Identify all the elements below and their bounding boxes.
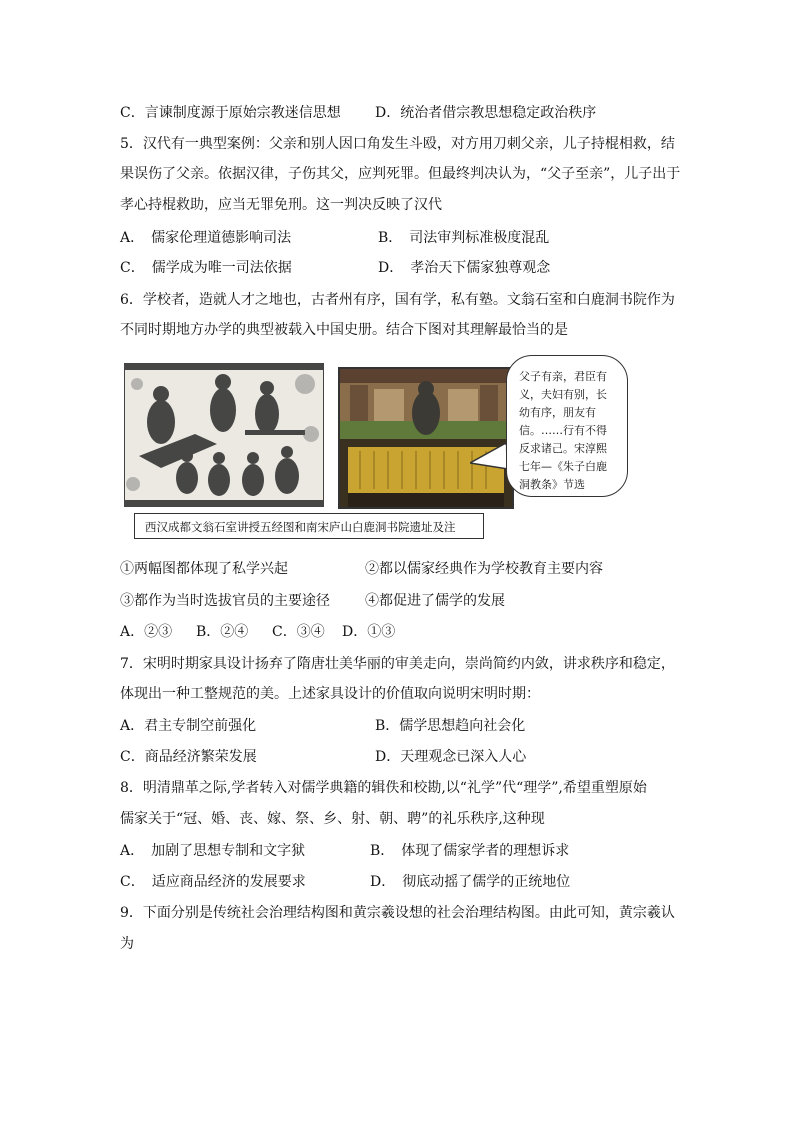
q8-option-d: D． 彻底动摇了儒学的正统地位 — [370, 874, 571, 890]
q8-stem-line-1: 8．明清鼎革之际,学者转入对儒学典籍的辑佚和校勘,以“礼学”代“理学”,希望重塑原始 — [120, 780, 647, 796]
q4-option-c: C．言谏制度源于原始宗教迷信思想 — [120, 105, 341, 121]
q5-option-a: A． 儒家伦理道德影响司法 — [120, 230, 292, 246]
q5-stem-line-3: 孝心持棍救助，应当无罪免刑。这一判决反映了汉代 — [120, 197, 442, 213]
quote-bubble-text: 父子有亲，君臣有义，夫妇有别，长幼有序，朋友有信。……行有不得反求诸己。宋淳熙七年—《朱子白鹿洞教条》节选 — [519, 370, 607, 491]
q8-stem-line-2: 儒家关于“冠、婚、丧、嫁、祭、乡、射、朝、聘”的礼乐秩序,这种现 — [120, 811, 545, 827]
q8-option-b: B． 体现了儒家学者的理想诉求 — [370, 843, 570, 859]
q6-stem-line-2: 不同时期地方办学的典型被载入中国史册。结合下图对其理解最恰当的是 — [120, 322, 568, 338]
q6-statement-3: ③都作为当时选拔官员的主要途径 — [120, 593, 330, 609]
q9-stem-line-1: 9．下面分别是传统社会治理结构图和黄宗羲设想的社会治理结构图。由此可知，黄宗羲认 — [120, 905, 675, 921]
q9-stem-line-2: 为 — [120, 936, 134, 952]
q7-option-d: D．天理观念已深入人心 — [375, 749, 527, 765]
quote-bubble — [506, 355, 628, 497]
q5-stem-line-1: 5．汉代有一典型案例：父亲和别人因口角发生斗殴，对方用刀刺父亲，儿子持棍相救，结 — [120, 136, 675, 152]
q6-option-a: A．②③ — [120, 624, 173, 640]
q4-option-d: D．统治者借宗教思想稳定政治秩序 — [375, 105, 597, 121]
q5-option-c: C． 儒学成为唯一司法依据 — [120, 260, 292, 276]
q6-statement-2: ②都以儒家经典作为学校教育主要内容 — [365, 561, 603, 577]
q6-stem-line-1: 6．学校者，造就人才之地也，古者州有序，国有学，私有塾。文翁石室和白鹿洞书院作为 — [120, 292, 675, 308]
q7-option-b: B．儒学思想趋向社会化 — [375, 718, 526, 734]
q8-option-a: A． 加剧了思想专制和文字狱 — [120, 843, 306, 859]
academy-photo — [338, 367, 514, 509]
q7-option-c: C．商品经济繁荣发展 — [120, 749, 257, 765]
q6-option-c: C．③④ — [272, 624, 325, 640]
q7-stem-line-1: 7．宋明时期家具设计扬弃了隋唐壮美华丽的审美走向，崇尚简约内敛，讲求秩序和稳定， — [120, 656, 675, 672]
q6-statement-4: ④都促进了儒学的发展 — [365, 593, 505, 609]
figure-caption: 西汉成都文翁石室讲授五经图和南宋庐山白鹿洞书院遗址及注 — [134, 513, 484, 539]
q5-stem-line-2: 果误伤了父亲。依据汉律，子伤其父，应判死罪。但最终判决认为，“父子至亲”，儿子出于 — [120, 166, 681, 182]
q8-option-c: C． 适应商品经济的发展要求 — [120, 874, 306, 890]
q5-option-d: D． 孝治天下儒家独尊观念 — [378, 260, 551, 276]
q6-figure — [120, 355, 630, 545]
q6-statement-1: ①两幅图都体现了私学兴起 — [120, 561, 288, 577]
q6-option-b: B．②④ — [196, 624, 249, 640]
q5-option-b: B． 司法审判标准极度混乱 — [378, 230, 550, 246]
q7-option-a: A．君主专制空前强化 — [120, 718, 257, 734]
stone-rubbing-image — [124, 363, 324, 507]
q7-stem-line-2: 体现出一种工整规范的美。上述家具设计的价值取向说明宋明时期： — [120, 686, 540, 702]
q6-option-d: D．①③ — [342, 624, 396, 640]
